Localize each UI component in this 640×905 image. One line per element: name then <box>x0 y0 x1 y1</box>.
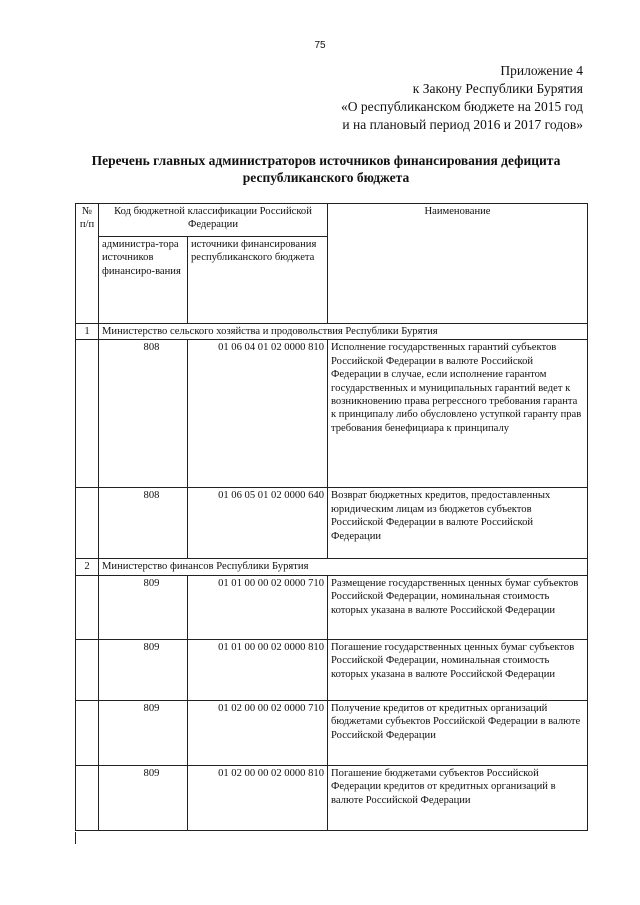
header-code-group: Код бюджетной классификации Российской Федерации <box>99 204 328 237</box>
title-line-2: республиканского бюджета <box>242 170 410 185</box>
admin-code: 808 <box>99 340 188 488</box>
header-source: источники финансирования республиканского бюджета <box>188 237 328 324</box>
row-name: Погашение бюджетами субъектов Российской Федерации кредитов от кредитных организаций в валюте Российской Федерации <box>328 765 588 830</box>
row-num-cell <box>76 340 99 488</box>
title-line-1: Перечень главных администраторов источников финансирования дефицита <box>91 153 561 168</box>
source-code: 01 01 00 00 02 0000 710 <box>188 575 328 639</box>
admin-code: 809 <box>99 765 188 830</box>
table-row <box>76 340 588 488</box>
table-row <box>76 639 588 700</box>
row-name: Возврат бюджетных кредитов, предоставленных юридическим лицам из бюджетов субъектов Российской Федерации в валюте Российской Федерации <box>328 488 588 559</box>
group-title: Министерство сельского хозяйства и продовольствия Республики Бурятия <box>99 324 588 340</box>
admin-code: 809 <box>99 639 188 700</box>
header-admin: администра-тора источников финансиро-вания <box>99 237 188 324</box>
table-row <box>76 700 588 765</box>
appendix-line-1: Приложение 4 <box>500 63 583 78</box>
row-name: Исполнение государственных гарантий субъектов Российской Федерации в валюте Российской Федерации в случае, если исполнение гарантом государственных и муниципальных гарантий ведет к возникновению права регрессного требования гаранта к принципалу либо обусловлено уступкой гаранту прав требования бенефициара к принципалу <box>328 340 588 488</box>
admin-code: 808 <box>99 488 188 559</box>
document-title <box>62 152 590 186</box>
row-num-cell <box>76 765 99 830</box>
admin-code: 809 <box>99 575 188 639</box>
group-num: 2 <box>76 559 99 575</box>
source-code: 01 02 00 00 02 0000 710 <box>188 700 328 765</box>
header-num: № п/п <box>76 204 99 324</box>
row-num-cell <box>76 575 99 639</box>
row-num-cell <box>76 639 99 700</box>
table-row <box>76 488 588 559</box>
row-num-cell <box>76 488 99 559</box>
source-code: 01 02 00 00 02 0000 810 <box>188 765 328 830</box>
group-row <box>76 324 588 340</box>
group-num: 1 <box>76 324 99 340</box>
admin-code: 809 <box>99 700 188 765</box>
header-name: Наименование <box>328 204 588 324</box>
administrators-table <box>75 203 588 831</box>
appendix-line-4: и на плановый период 2016 и 2017 годов» <box>342 117 583 132</box>
source-code: 01 06 04 01 02 0000 810 <box>188 340 328 488</box>
row-name: Получение кредитов от кредитных организаций бюджетами субъектов Российской Федерации в валюте Российской Федерации <box>328 700 588 765</box>
source-code: 01 06 05 01 02 0000 640 <box>188 488 328 559</box>
appendix-block <box>243 62 583 134</box>
page-number: 75 <box>314 40 326 51</box>
source-code: 01 01 00 00 02 0000 810 <box>188 639 328 700</box>
table-row <box>76 765 588 830</box>
group-title: Министерство финансов Республики Бурятия <box>99 559 588 575</box>
row-name: Размещение государственных ценных бумаг субъектов Российской Федерации, номинальная стоимость которых указана в валюте Российской Федерации <box>328 575 588 639</box>
row-name: Погашение государственных ценных бумаг субъектов Российской Федерации, номинальная стоимость которых указана в валюте Российской Федерации <box>328 639 588 700</box>
table-row <box>76 575 588 639</box>
row-num-cell <box>76 700 99 765</box>
appendix-line-2: к Закону Республики Бурятия <box>412 81 583 96</box>
appendix-line-3: «О республиканском бюджете на 2015 год <box>340 99 583 114</box>
header-row-1 <box>76 204 588 237</box>
table-continuation-line <box>75 832 76 844</box>
group-row <box>76 559 588 575</box>
